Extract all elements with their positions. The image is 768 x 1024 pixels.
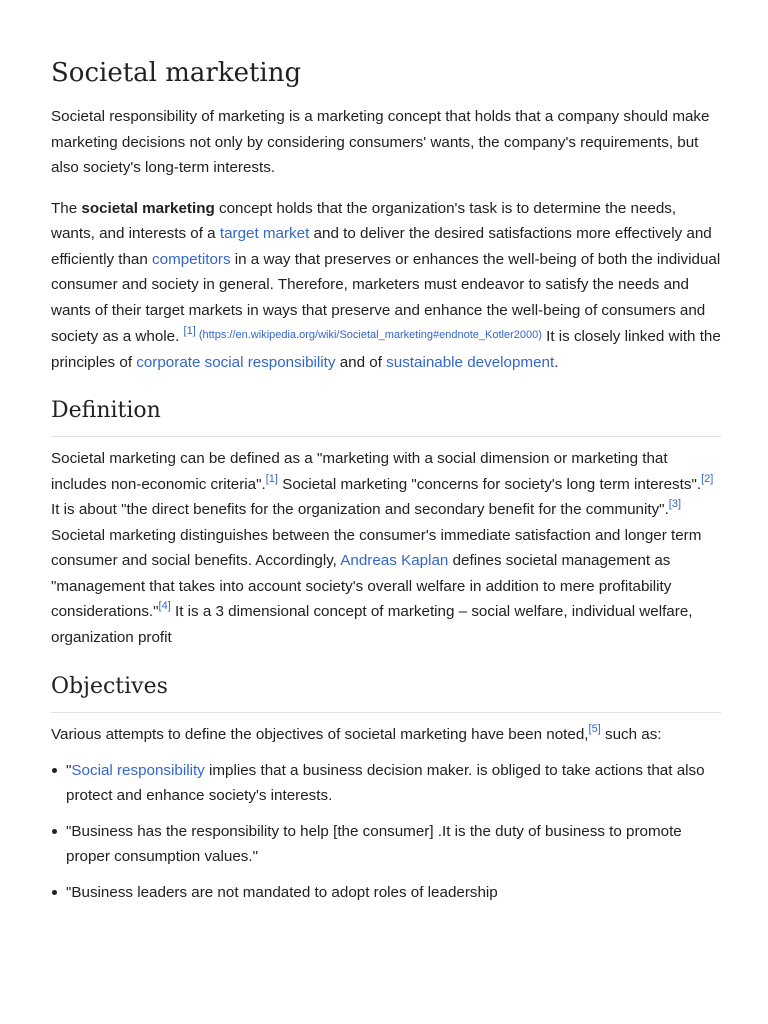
concept-bold-term: societal marketing xyxy=(81,199,215,217)
objectives-text-2: such as: xyxy=(600,726,662,743)
definition-paragraph xyxy=(51,446,721,650)
objectives-list xyxy=(51,758,721,906)
objectives-text-1: Various attempts to define the objectives of societal marketing have been noted, xyxy=(51,726,589,743)
definition-ref-3-link[interactable]: [3] xyxy=(668,498,682,510)
bullet-icon xyxy=(52,768,57,773)
concept-text-1: The xyxy=(51,199,82,217)
concept-paragraph xyxy=(51,196,721,376)
concept-text-5: It is closely linked with the principles of xyxy=(51,328,721,371)
link-corporate-social-responsibility[interactable]: corporate social responsibility xyxy=(136,353,336,371)
link-andreas-kaplan[interactable]: Andreas Kaplan xyxy=(340,552,449,569)
list-item xyxy=(66,880,721,906)
concept-text-6: and of xyxy=(335,353,387,371)
list-item-1-text: implies that a business decision maker. is obliged to take actions that also protect and enhance society's interests. xyxy=(66,761,705,804)
list-item xyxy=(66,819,721,870)
link-competitors[interactable]: competitors xyxy=(152,250,231,268)
bullet-icon xyxy=(52,890,57,895)
section-heading-objectives: Objectives xyxy=(51,672,721,713)
objectives-paragraph xyxy=(51,722,721,748)
reference-1-link[interactable]: [1] xyxy=(183,325,196,337)
list-item-1-quote: " xyxy=(66,761,72,779)
intro-text: Societal responsibility of marketing is a marketing concept that holds that a company should make marketing decisions not only by considering consumers' wants, the company's requirements, but also society's long-term interests. xyxy=(51,108,710,176)
page-title: Societal marketing xyxy=(51,58,302,88)
concept-text-2: concept holds that the organization's task is to determine the needs, wants, and interests of a xyxy=(51,199,677,242)
definition-ref-4-link[interactable]: [4] xyxy=(158,600,171,612)
section-heading-definition: Definition xyxy=(51,396,721,437)
link-sustainable-development[interactable]: sustainable development xyxy=(386,353,555,371)
link-social-responsibility[interactable]: Social responsibility xyxy=(71,761,205,779)
list-item xyxy=(66,758,721,809)
definition-text-2: Societal marketing "concerns for society's long term interests". xyxy=(277,475,702,493)
definition-text-3: It is about "the direct benefits for the organization and secondary benefit for the community". xyxy=(51,501,669,518)
definition-text-5: defines societal management as "management that takes into account society's overall welfare in addition to mere profitability considerations." xyxy=(51,552,672,620)
bullet-icon xyxy=(52,829,57,834)
definition-ref-1-link[interactable]: [1] xyxy=(265,472,278,485)
list-item-2-text: "Business has the responsibility to help [the consumer] .It is the duty of business to promote proper consumption values." xyxy=(66,822,682,865)
article xyxy=(51,0,721,915)
link-target-market[interactable]: target market xyxy=(219,225,310,242)
reference-url-link[interactable]: (https://en.wikipedia.org/wiki/Societal_marketing#endnote_Kotler2000) xyxy=(195,329,542,341)
concept-text-4: in a way that preserves or enhances the well-being of both the individual consumer and society in general. Therefore, marketers must endeavor to satisfy the needs and wants of their target markets in ways that preserve and enhance the well-being of consumers and society as a whole. xyxy=(51,250,721,345)
objectives-ref-5-link[interactable]: [5] xyxy=(588,723,601,735)
concept-text-7: . xyxy=(554,353,559,371)
list-item-3-text: "Business leaders are not mandated to adopt roles of leadership xyxy=(66,883,498,901)
intro-paragraph xyxy=(51,104,721,181)
definition-text-6: It is a 3 dimensional concept of marketing – social welfare, individual welfare, organization profit xyxy=(51,603,693,646)
concept-text-3: and to deliver the desired satisfactions more effectively and efficiently than xyxy=(51,225,712,268)
definition-text-1: Societal marketing can be defined as a "marketing with a social dimension or marketing that includes non-economic criteria". xyxy=(51,450,668,493)
definition-text-4: Societal marketing distinguishes between the consumer's immediate satisfaction and longer term consumer and social benefits. Accordingly, xyxy=(51,526,702,569)
definition-ref-2-link[interactable]: [2] xyxy=(701,472,714,485)
